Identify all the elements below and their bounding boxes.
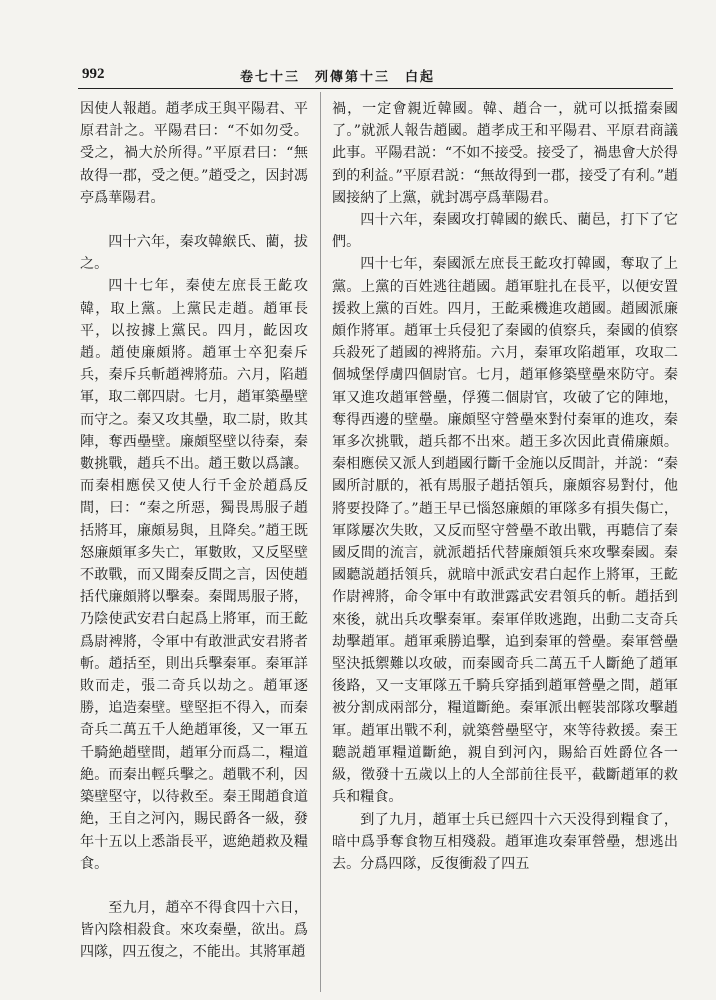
left-paragraph-4: 至九月，趙卒不得食四十六日，皆內陰相殺食。來攻秦壘，欲出。爲四隊，四五復之，不能出。其將軍趙 [80, 899, 308, 961]
running-title: 卷七十三 列傳第十三 白起 [240, 70, 436, 85]
translation-column [332, 98, 678, 992]
classical-text-column [80, 98, 308, 992]
right-paragraph-1: 禍，一定會親近韓國。韓、趙合一，就可以抵擋秦國了。”就派人報告趙國。趙孝成王和平陽君、平原君商議此事。平陽君説：“不如不接受。接受了，禍患會大於得到的利益。”平原君説：“無故得到一郡，接受了有利。”趙國接納了上黨，就封馮亭爲華陽君。 [332, 101, 678, 206]
column-divider [320, 92, 321, 992]
page-number: 992 [82, 66, 105, 82]
left-paragraph-1: 因使人報趙。趙孝成王與平陽君、平原君計之。平陽君曰：“不如勿受。受之，禍大於所得。”平原君曰：“無故得一郡，受之便。”趙受之，因封馮亭爲華陽君。 [80, 101, 308, 206]
left-paragraph-3: 四十七年，秦使左庶長王齕攻韓，取上黨。上黨民走趙。趙軍長平，以按據上黨民。四月，齕因攻趙。趙使廉頗將。趙軍士卒犯秦斥兵，秦斥兵斬趙裨將茄。六月，陷趙軍，取二鄣四尉。七月，趙軍築壘壁而守之。秦又攻其壘，取二尉，敗其陣，奪西壘壁。廉頗堅壁以待秦，秦數挑戰，趙兵不出。趙王數以爲讓。而秦相應侯又使人行千金於趙爲反間，曰：“秦之所惡，獨畏馬服子趙括將耳，廉頗易與，且降矣。”趙王既怒廉頗軍多失亡，軍數敗，又反堅壁不敢戰，而又聞秦反間之言，因使趙括代廉頗將以擊秦。秦聞馬服子將，乃陰使武安君白起爲上將軍，而王齕爲尉裨將，令軍中有敢泄武安君將者斬。趙括至，則出兵擊秦軍。秦軍詳敗而走，張二奇兵以劫之。趙軍逐勝，追造秦壁。壁堅拒不得入，而秦奇兵二萬五千人絶趙軍後，又一軍五千騎絶趙壁間，趙軍分而爲二，糧道絶。而秦出輕兵擊之。趙戰不利，因築壁堅守，以待救至。秦王聞趙食道絶，王自之河內，賜民爵各一級，發年十五以上悉詣長平，遮絶趙救及糧食。 [80, 278, 308, 872]
right-paragraph-4: 到了九月，趙軍士兵已經四十六天没得到糧食了，暗中爲爭奪食物互相殘殺。趙軍進攻秦軍營壘，想逃出去。分爲四隊，反復衝殺了四五 [332, 811, 678, 872]
right-paragraph-2: 四十六年，秦國攻打韓國的緱氏、藺邑，打下了它們。 [332, 212, 678, 251]
left-paragraph-2: 四十六年，秦攻韓緱氏、藺，拔之。 [80, 234, 308, 273]
right-paragraph-3: 四十七年，秦國派左庶長王齕攻打韓國，奪取了上黨。上黨的百姓逃往趙國。趙軍駐扎在長平，以便安置援救上黨的百姓。四月，王齕乘機進攻趙國。趙國派廉頗作將軍。趙軍士兵侵犯了秦國的偵察兵，秦國的偵察兵殺死了趙國的裨將茄。六月，秦軍攻陷趙軍，攻取二個城堡俘虜四個尉官。七月，趙軍修築壁壘來防守。秦軍又進攻趙軍營壘，俘獲二個尉官，攻破了它的陣地，奪得西邊的壁壘。廉頗堅守營壘來對付秦軍的進攻，秦軍多次挑戰，趙兵都不出來。趙王多次因此責備廉頗。秦相應侯又派人到趙國行斷千金施以反間計，并説：“秦國所討厭的，衹有馬服子趙括領兵，廉頗容易對付，他將要投降了。”趙王早已惱怒廉頗的軍隊多有損失傷亡，軍隊屢次失敗，又反而堅守營壘不敢出戰，再聽信了秦國反間的流言，就派趙括代替廉頗領兵來攻擊秦國。秦國聽説趙括領兵，就暗中派武安君白起作上將軍，王齕作尉裨將，命令軍中有敢泄露武安君領兵的斬。趙括到來後，就出兵攻擊秦軍。秦軍佯敗逃跑，出動二支奇兵劫擊趙軍。趙軍乘勝追擊，追到秦軍的營壘。秦軍營壘堅決抵禦難以攻破，而秦國奇兵二萬五千人斷絶了趙軍後路，又一支軍隊五千騎兵穿插到趙軍營壘之間，趙軍被分割成兩部分，糧道斷絶。秦軍派出輕裝部隊攻擊趙軍。趙軍出戰不利，就築營壘堅守，來等待救援。秦王聽説趙軍糧道斷絶，親自到河內，賜給百姓爵位各一級，徵發十五歲以上的人全部前往長平，截斷趙軍的救兵和糧食。 [332, 256, 678, 806]
page-header [0, 60, 716, 90]
header-rule [78, 88, 673, 89]
